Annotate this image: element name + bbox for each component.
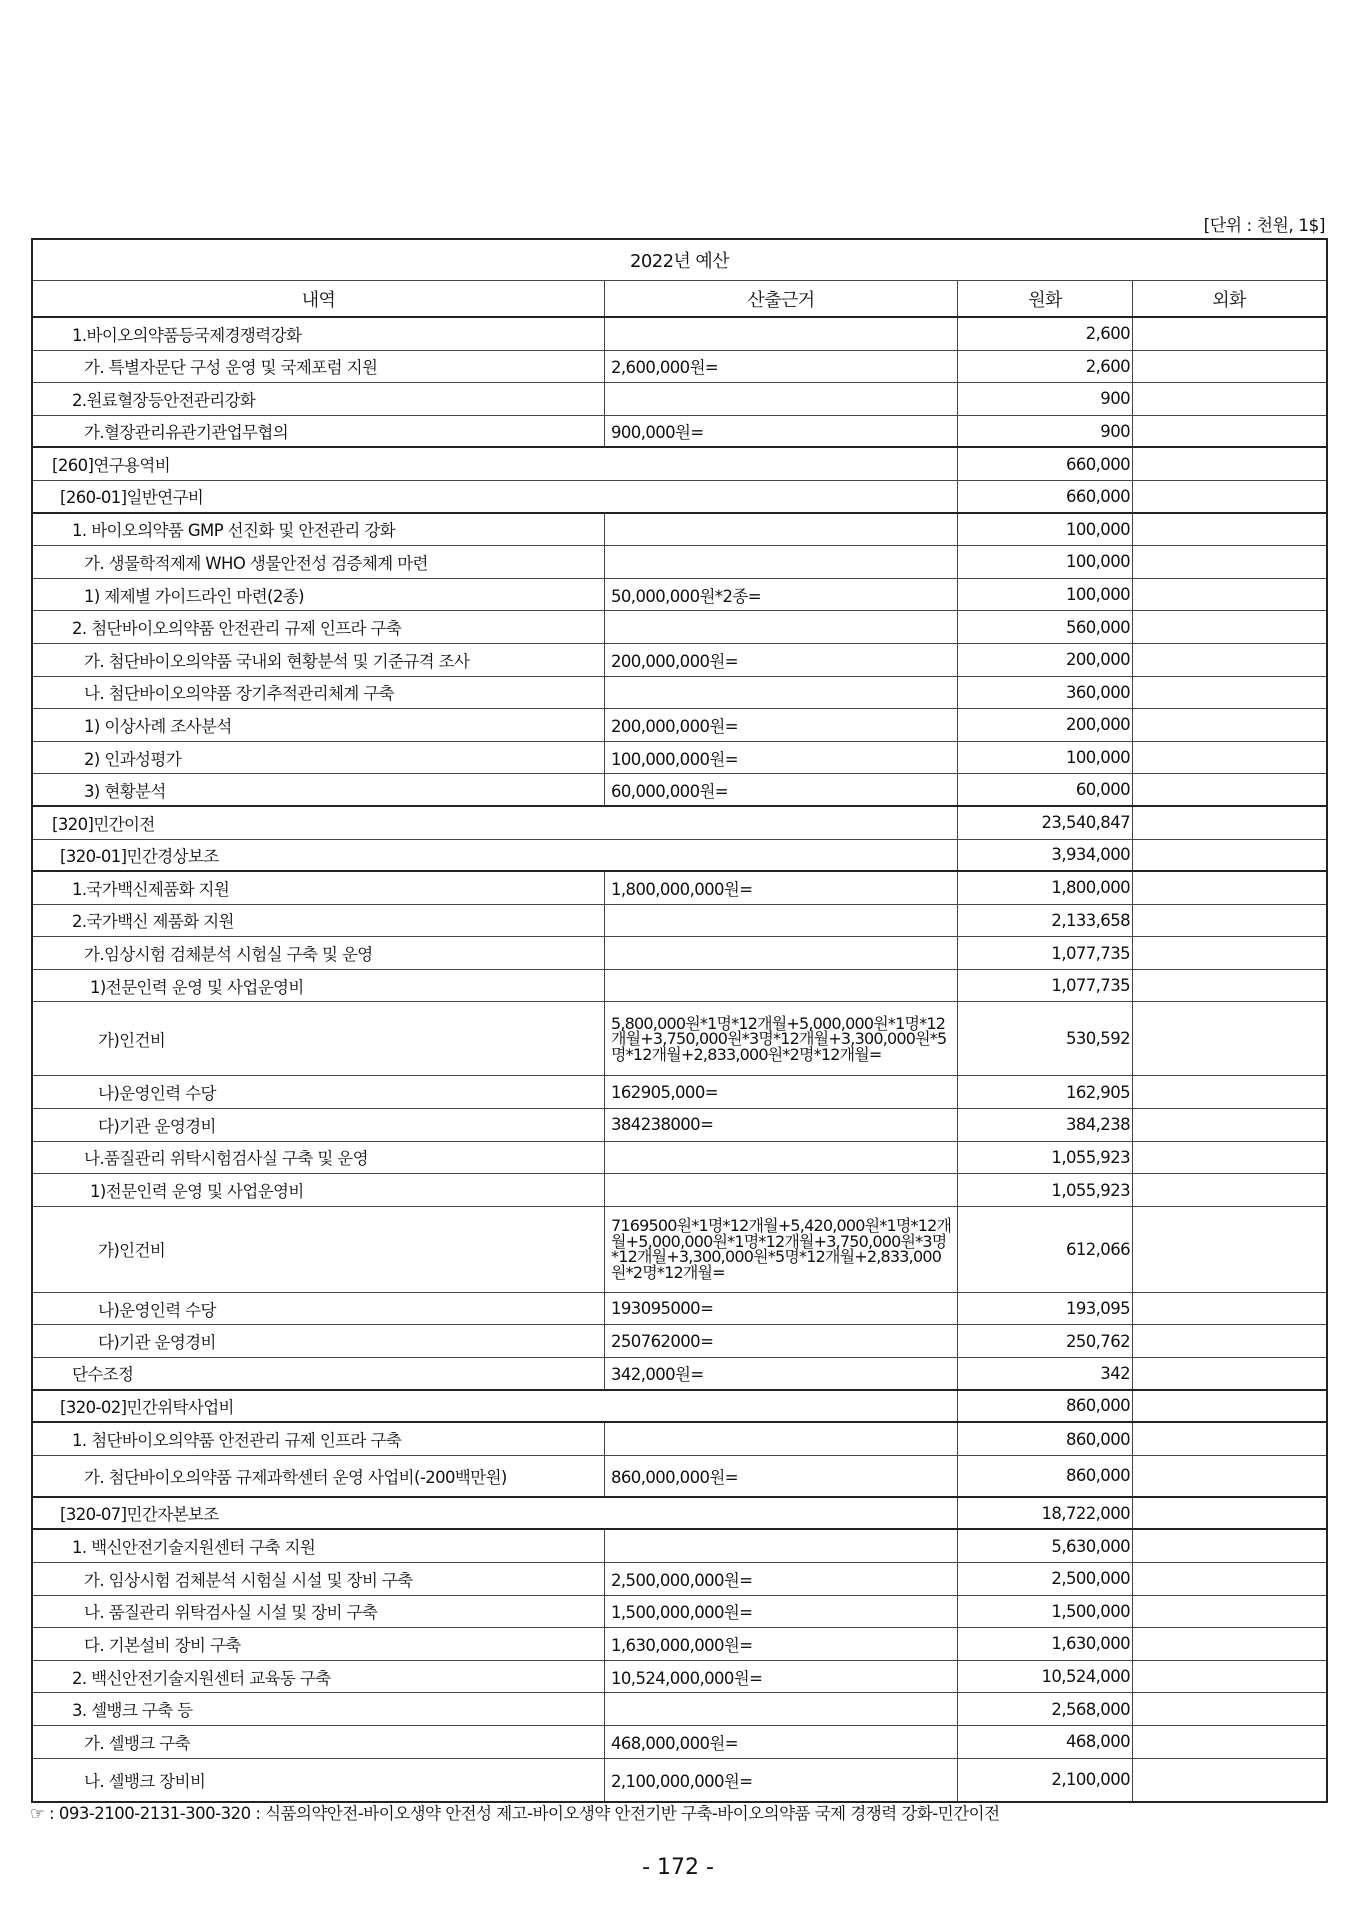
row-krw: 100,000 [958,514,1133,546]
row-krw: 468,000 [958,1726,1133,1758]
row-foreign [1133,677,1325,709]
row-item: 1) 제제별 가이드라인 마련(2종) [33,579,605,611]
row-krw: 660,000 [958,448,1133,480]
row-foreign [1133,579,1325,611]
row-item: 나)운영인력 수당 [33,1293,605,1325]
row-item: 나.품질관리 위탁시험검사실 구축 및 운영 [33,1142,605,1174]
row-basis: 50,000,000원*2종= [605,579,958,611]
row-basis [605,677,958,709]
row-foreign [1133,774,1325,805]
row-krw: 860,000 [958,1456,1133,1496]
row-foreign [1133,840,1325,871]
row-foreign [1133,1002,1325,1075]
row-foreign [1133,1726,1325,1758]
table-row [33,1693,1326,1726]
table-row [33,1358,1326,1391]
row-item: 가. 임상시험 검체분석 시험실 시설 및 장비 구축 [33,1563,605,1595]
row-item: 1. 백신안전기술지원센터 구축 지원 [33,1530,605,1562]
row-krw: 100,000 [958,742,1133,774]
table-row [33,742,1326,775]
row-item: 나)운영인력 수당 [33,1076,605,1108]
row-krw: 23,540,847 [958,807,1133,839]
footnote: ☞ : 093-2100-2131-300-320 : 식품의약안전-바이오생약 안전성 제고-바이오생약 안전기반 구축-바이오의약품 국제 경쟁력 강화-민간이전 [30,1804,1000,1823]
row-basis: 100,000,000원= [605,742,958,774]
row-basis: 2,100,000,000원= [605,1759,958,1801]
header-basis: 산출근거 [605,281,958,316]
row-basis [605,1174,958,1206]
row-item: 가.혈장관리유관기관업무협의 [33,416,605,447]
row-krw: 2,100,000 [958,1759,1133,1801]
row-item: 2. 백신안전기술지원센터 교육동 구축 [33,1661,605,1693]
table-row [33,644,1326,677]
row-krw: 200,000 [958,644,1133,676]
row-basis [605,937,958,969]
row-krw: 900 [958,416,1133,447]
row-krw: 2,600 [958,318,1133,350]
row-basis [605,1693,958,1725]
row-krw: 200,000 [958,709,1133,741]
row-item: [320]민간이전 [33,807,958,839]
table-row [33,1661,1326,1694]
row-basis: 1,500,000,000원= [605,1596,958,1628]
row-krw: 342 [958,1358,1133,1389]
row-foreign [1133,644,1325,676]
row-foreign [1133,937,1325,969]
table-row [33,1109,1326,1142]
table-row [33,416,1326,449]
table-row [33,1076,1326,1109]
row-krw: 1,630,000 [958,1628,1133,1660]
row-foreign [1133,383,1325,415]
table-row [33,937,1326,970]
table-title: 2022년 예산 [630,251,729,272]
row-foreign [1133,318,1325,350]
row-foreign [1133,1076,1325,1108]
row-foreign [1133,1207,1325,1292]
row-basis: 384238000= [605,1109,958,1141]
row-item: [320-01]민간경상보조 [33,840,958,871]
row-foreign [1133,611,1325,643]
table-section-row [33,1498,1326,1531]
header-item: 내역 [33,281,605,316]
row-foreign [1133,514,1325,546]
row-foreign [1133,351,1325,383]
row-item: 1. 바이오의약품 GMP 선진화 및 안전관리 강화 [33,514,605,546]
row-foreign [1133,1596,1325,1628]
row-basis: 162905,000= [605,1076,958,1108]
page-number: - 172 - [642,1855,714,1880]
table-section-row [33,448,1326,481]
row-foreign [1133,1661,1325,1693]
table-row [33,1726,1326,1759]
row-item: 1.바이오의약품등국제경쟁력강화 [33,318,605,350]
table-row [33,905,1326,938]
row-basis [605,1142,958,1174]
row-basis [605,1423,958,1455]
table-row [33,351,1326,384]
row-krw: 560,000 [958,611,1133,643]
budget-table [31,238,1328,1803]
table-section-row [33,481,1326,514]
row-basis: 200,000,000원= [605,709,958,741]
row-krw: 100,000 [958,546,1133,578]
row-basis: 7169500원*1명*12개월+5,420,000원*1명*12개월+5,000,000원*1명*12개월+3,750,000원*3명*12개월+3,300,000원*5명*12개월+2,833,000원*2명*12개월= [605,1207,958,1292]
row-foreign [1133,481,1325,512]
row-basis: 60,000,000원= [605,774,958,805]
row-item: 1. 첨단바이오의약품 안전관리 규제 인프라 구축 [33,1423,605,1455]
row-foreign [1133,1142,1325,1174]
row-basis: 193095000= [605,1293,958,1325]
row-item: 나. 첨단바이오의약품 장기추적관리체계 구축 [33,677,605,709]
table-row [33,970,1326,1003]
row-foreign [1133,872,1325,904]
row-krw: 530,592 [958,1002,1133,1075]
table-row [33,1002,1326,1076]
row-basis: 10,524,000,000원= [605,1661,958,1693]
row-foreign [1133,1628,1325,1660]
row-item: 2. 첨단바이오의약품 안전관리 규제 인프라 구축 [33,611,605,643]
table-row [33,1456,1326,1498]
row-krw: 860,000 [958,1391,1133,1422]
row-krw: 1,055,923 [958,1174,1133,1206]
row-item: 다. 기본설비 장비 구축 [33,1628,605,1660]
row-krw: 660,000 [958,481,1133,512]
row-krw: 18,722,000 [958,1498,1133,1529]
table-row [33,1759,1326,1801]
row-krw: 5,630,000 [958,1530,1133,1562]
row-foreign [1133,1109,1325,1141]
row-basis: 342,000원= [605,1358,958,1389]
row-krw: 162,905 [958,1076,1133,1108]
table-body [33,318,1326,1801]
row-basis: 250762000= [605,1325,958,1357]
table-row [33,1142,1326,1175]
row-basis: 2,600,000원= [605,351,958,383]
row-basis: 5,800,000원*1명*12개월+5,000,000원*1명*12개월+3,750,000원*3명*12개월+3,300,000원*5명*12개월+2,833,000원*2명*12개월= [605,1002,958,1075]
row-basis [605,546,958,578]
row-foreign [1133,1693,1325,1725]
row-item: 2) 인과성평가 [33,742,605,774]
table-row [33,514,1326,547]
row-foreign [1133,546,1325,578]
row-krw: 1,055,923 [958,1142,1133,1174]
row-item: 가. 셀뱅크 구축 [33,1726,605,1758]
row-krw: 360,000 [958,677,1133,709]
row-item: 1.국가백신제품화 지원 [33,872,605,904]
row-krw: 250,762 [958,1325,1133,1357]
row-krw: 1,077,735 [958,970,1133,1002]
row-foreign [1133,807,1325,839]
row-item: 가)인건비 [33,1002,605,1075]
row-basis: 468,000,000원= [605,1726,958,1758]
row-krw: 3,934,000 [958,840,1133,871]
table-section-row [33,840,1326,873]
table-row [33,1423,1326,1456]
table-title-row [33,240,1326,281]
row-krw: 1,800,000 [958,872,1133,904]
row-krw: 193,095 [958,1293,1133,1325]
row-krw: 1,077,735 [958,937,1133,969]
row-item: 1)전문인력 운영 및 사업운영비 [33,970,605,1002]
row-item: 가. 첨단바이오의약품 국내외 현황분석 및 기준규격 조사 [33,644,605,676]
row-basis: 1,800,000,000원= [605,872,958,904]
row-foreign [1133,742,1325,774]
table-row [33,546,1326,579]
row-item: [320-02]민간위탁사업비 [33,1391,958,1422]
row-foreign [1133,1325,1325,1357]
row-krw: 2,133,658 [958,905,1133,937]
unit-label: [단위 : 천원, 1$] [1203,216,1325,236]
row-foreign [1133,1456,1325,1496]
row-foreign [1133,1293,1325,1325]
row-item: 가)인건비 [33,1207,605,1292]
table-row [33,1293,1326,1326]
table-row [33,318,1326,351]
table-row [33,1628,1326,1661]
table-row [33,1174,1326,1207]
row-item: 단수조정 [33,1358,605,1389]
row-item: 가. 특별자문단 구성 운영 및 국제포럼 지원 [33,351,605,383]
table-row [33,579,1326,612]
row-basis [605,514,958,546]
table-row [33,872,1326,905]
row-item: 다)기관 운영경비 [33,1109,605,1141]
row-item: 3. 셀뱅크 구축 등 [33,1693,605,1725]
row-item: 가.임상시험 검체분석 시험실 구축 및 운영 [33,937,605,969]
row-basis: 860,000,000원= [605,1456,958,1496]
row-basis [605,611,958,643]
row-foreign [1133,970,1325,1002]
table-row [33,709,1326,742]
row-foreign [1133,416,1325,447]
row-basis [605,318,958,350]
row-item: 가. 첨단바이오의약품 규제과학센터 운영 사업비(-200백만원) [33,1456,605,1496]
row-foreign [1133,1358,1325,1389]
row-item: 1)전문인력 운영 및 사업운영비 [33,1174,605,1206]
table-row [33,677,1326,710]
row-foreign [1133,1759,1325,1801]
table-section-row [33,1391,1326,1424]
row-basis [605,905,958,937]
row-foreign [1133,1530,1325,1562]
row-krw: 100,000 [958,579,1133,611]
row-krw: 384,238 [958,1109,1133,1141]
row-krw: 2,600 [958,351,1133,383]
row-item: 2.국가백신 제품화 지원 [33,905,605,937]
row-basis [605,383,958,415]
row-krw: 1,500,000 [958,1596,1133,1628]
table-row [33,1596,1326,1629]
row-item: 다)기관 운영경비 [33,1325,605,1357]
table-row [33,1563,1326,1596]
row-foreign [1133,1174,1325,1206]
row-foreign [1133,1498,1325,1529]
row-foreign [1133,1391,1325,1422]
row-krw: 2,568,000 [958,1693,1133,1725]
table-header-row [33,281,1326,318]
row-krw: 60,000 [958,774,1133,805]
row-foreign [1133,1563,1325,1595]
table-section-row [33,807,1326,840]
row-item: 2.원료혈장등안전관리강화 [33,383,605,415]
row-krw: 612,066 [958,1207,1133,1292]
row-foreign [1133,1423,1325,1455]
table-row [33,383,1326,416]
row-basis: 900,000원= [605,416,958,447]
row-item: 가. 생물학적제제 WHO 생물안전성 검증체계 마련 [33,546,605,578]
row-item: 1) 이상사례 조사분석 [33,709,605,741]
row-krw: 2,500,000 [958,1563,1133,1595]
row-item: 나. 품질관리 위탁검사실 시설 및 장비 구축 [33,1596,605,1628]
row-basis [605,1530,958,1562]
row-item: 나. 셀뱅크 장비비 [33,1759,605,1801]
row-krw: 900 [958,383,1133,415]
table-row [33,1530,1326,1563]
row-basis: 2,500,000,000원= [605,1563,958,1595]
table-row [33,611,1326,644]
row-krw: 10,524,000 [958,1661,1133,1693]
header-krw: 원화 [958,281,1133,316]
row-item: [260-01]일반연구비 [33,481,958,512]
row-foreign [1133,448,1325,480]
table-row [33,1325,1326,1358]
row-basis: 200,000,000원= [605,644,958,676]
header-foreign: 외화 [1212,289,1246,311]
table-row [33,1207,1326,1293]
table-row [33,774,1326,807]
row-foreign [1133,709,1325,741]
row-item: [260]연구용역비 [33,448,958,480]
row-item: [320-07]민간자본보조 [33,1498,958,1529]
row-krw: 860,000 [958,1423,1133,1455]
row-item: 3) 현황분석 [33,774,605,805]
row-basis: 1,630,000,000원= [605,1628,958,1660]
row-foreign [1133,905,1325,937]
row-basis [605,970,958,1002]
